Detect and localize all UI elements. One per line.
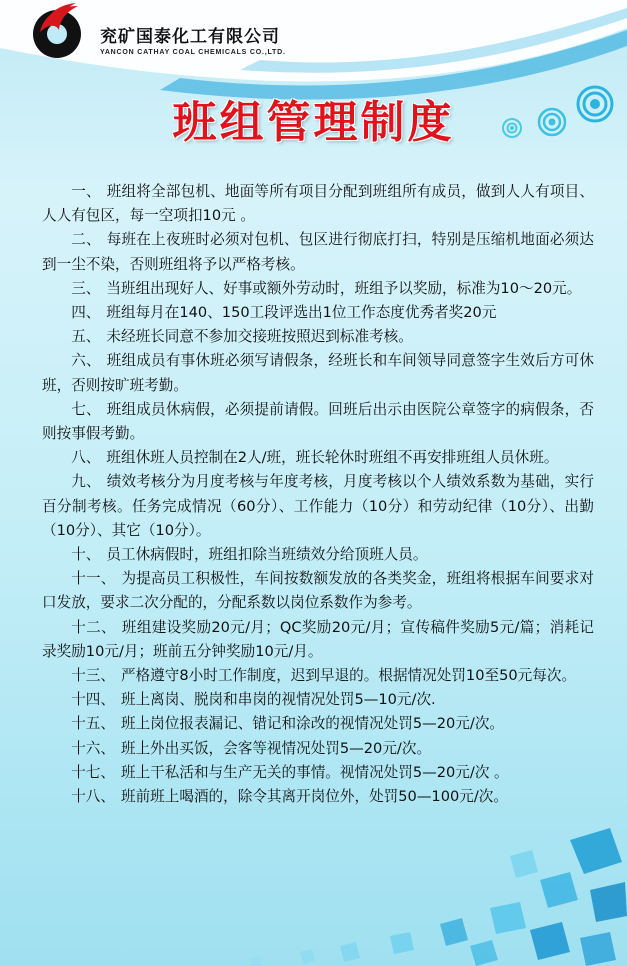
rule-item bbox=[42, 543, 594, 567]
rule-item bbox=[42, 567, 594, 615]
rule-text: 班组成员有事休班必须写请假条，经班长和车间领导同意签字生效后方可休班，否则按旷班考勤。 bbox=[42, 352, 594, 394]
rule-text: 班组建设奖励20元/月；QC奖励20元/月；宣传稿件奖励5元/篇；消耗记录奖励10元/月；班前五分钟奖励10元/月。 bbox=[42, 618, 594, 660]
rule-item bbox=[42, 785, 594, 809]
rule-number: 十二、 bbox=[71, 618, 116, 636]
rule-text: 班组每月在140、150工段评选出1位工作态度优秀者奖20元 bbox=[106, 304, 497, 322]
rule-number: 十三、 bbox=[71, 667, 115, 685]
rule-text: 班上外出买饭，会客等视情况处罚5—20元/次。 bbox=[120, 739, 432, 757]
rule-text: 班前班上喝酒的，除令其离开岗位外，处罚50—100元/次。 bbox=[120, 788, 508, 806]
rule-number: 四、 bbox=[71, 304, 101, 322]
company-logo-icon bbox=[26, 2, 88, 60]
page-title: 班组管理制度 bbox=[172, 97, 455, 148]
rule-number: 七、 bbox=[71, 400, 101, 418]
rule-item bbox=[42, 761, 594, 785]
rule-text: 每班在上夜班时必须对包机、包区进行彻底打扫，特别是压缩机地面必须达到一尘不染，否则班组将予以严格考核。 bbox=[42, 231, 594, 273]
rule-item bbox=[42, 616, 594, 664]
rule-text: 班组成员休病假，必须提前请假。回班后出示由医院公章签字的病假条，否则按事假考勤。 bbox=[42, 400, 594, 443]
rules-list bbox=[42, 180, 594, 809]
rule-number: 九、 bbox=[71, 473, 101, 491]
rule-item bbox=[42, 349, 594, 397]
rule-item bbox=[42, 664, 594, 688]
concentric-rings-decoration bbox=[490, 82, 620, 152]
rule-number: 八、 bbox=[71, 449, 101, 467]
rule-text: 班上离岗、脱岗和串岗的视情况处罚5—10元/次. bbox=[120, 691, 436, 709]
rule-number: 二、 bbox=[71, 231, 101, 249]
rule-number: 十五、 bbox=[71, 715, 115, 733]
rule-text: 绩效考核分为月度考核与年度考核，月度考核以个人绩效系数为基础，实行百分制考核。任务完成情况（60分）、工作能力（10分）和劳动纪律（10分）、出勤（10分）、其它（10分）。 bbox=[42, 473, 594, 539]
rule-item bbox=[42, 301, 594, 325]
rule-number: 五、 bbox=[71, 328, 101, 346]
rule-item bbox=[42, 712, 594, 736]
rule-item bbox=[42, 737, 594, 761]
rule-item bbox=[42, 228, 594, 276]
rule-item bbox=[42, 398, 594, 446]
rule-item bbox=[42, 470, 594, 543]
rule-text: 当班组出现好人、好事或额外劳动时，班组予以奖励，标准为10～20元。 bbox=[106, 279, 582, 297]
company-name-en: YANCON CATHAY COAL CHEMICALS CO.,LTD. bbox=[100, 49, 286, 56]
rule-text: 员工休病假时，班组扣除当班绩效分给顶班人员。 bbox=[106, 546, 428, 564]
rule-number: 十六、 bbox=[71, 739, 115, 757]
rule-number: 三、 bbox=[71, 279, 101, 297]
rule-number: 十四、 bbox=[71, 691, 115, 709]
rule-item bbox=[42, 325, 594, 349]
rule-text: 班上干私活和与生产无关的事情。视情况处罚5—20元/次 。 bbox=[120, 763, 509, 781]
rule-text: 未经班长同意不参加交接班按照迟到标准考核。 bbox=[106, 328, 413, 346]
rule-text: 班组休班人员控制在2人/班，班长轮休时班组不再安排班组人员休班。 bbox=[106, 449, 559, 467]
rule-item bbox=[42, 180, 594, 228]
rule-number: 十一、 bbox=[71, 570, 116, 588]
company-name-cn: 兖矿国泰化工有限公司 bbox=[100, 27, 280, 47]
rule-item bbox=[42, 277, 594, 301]
blue-cubes-decoration bbox=[240, 820, 627, 966]
rule-number: 一、 bbox=[71, 183, 101, 200]
rule-number: 六、 bbox=[71, 352, 101, 370]
rule-text: 班组将全部包机、地面等所有项目分配到班组所有成员，做到人人有项目、人人有包区，每一空项扣10元 。 bbox=[42, 183, 594, 225]
rule-item bbox=[42, 688, 594, 712]
rule-number: 十、 bbox=[71, 546, 101, 564]
rule-item bbox=[42, 446, 594, 470]
rule-text: 严格遵守8小时工作制度，迟到早退的。根据情况处罚10至50元每次。 bbox=[120, 667, 577, 685]
rule-text: 班上岗位报表漏记、错记和涂改的视情况处罚5—20元/次。 bbox=[120, 715, 505, 733]
rule-text: 为提高员工积极性，车间按数额发放的各类奖金，班组将根据车间要求对口发放，要求二次分配的，分配系数以岗位系数作为参考。 bbox=[42, 570, 594, 612]
rule-number: 十七、 bbox=[71, 763, 115, 781]
rule-number: 十八、 bbox=[71, 788, 115, 806]
